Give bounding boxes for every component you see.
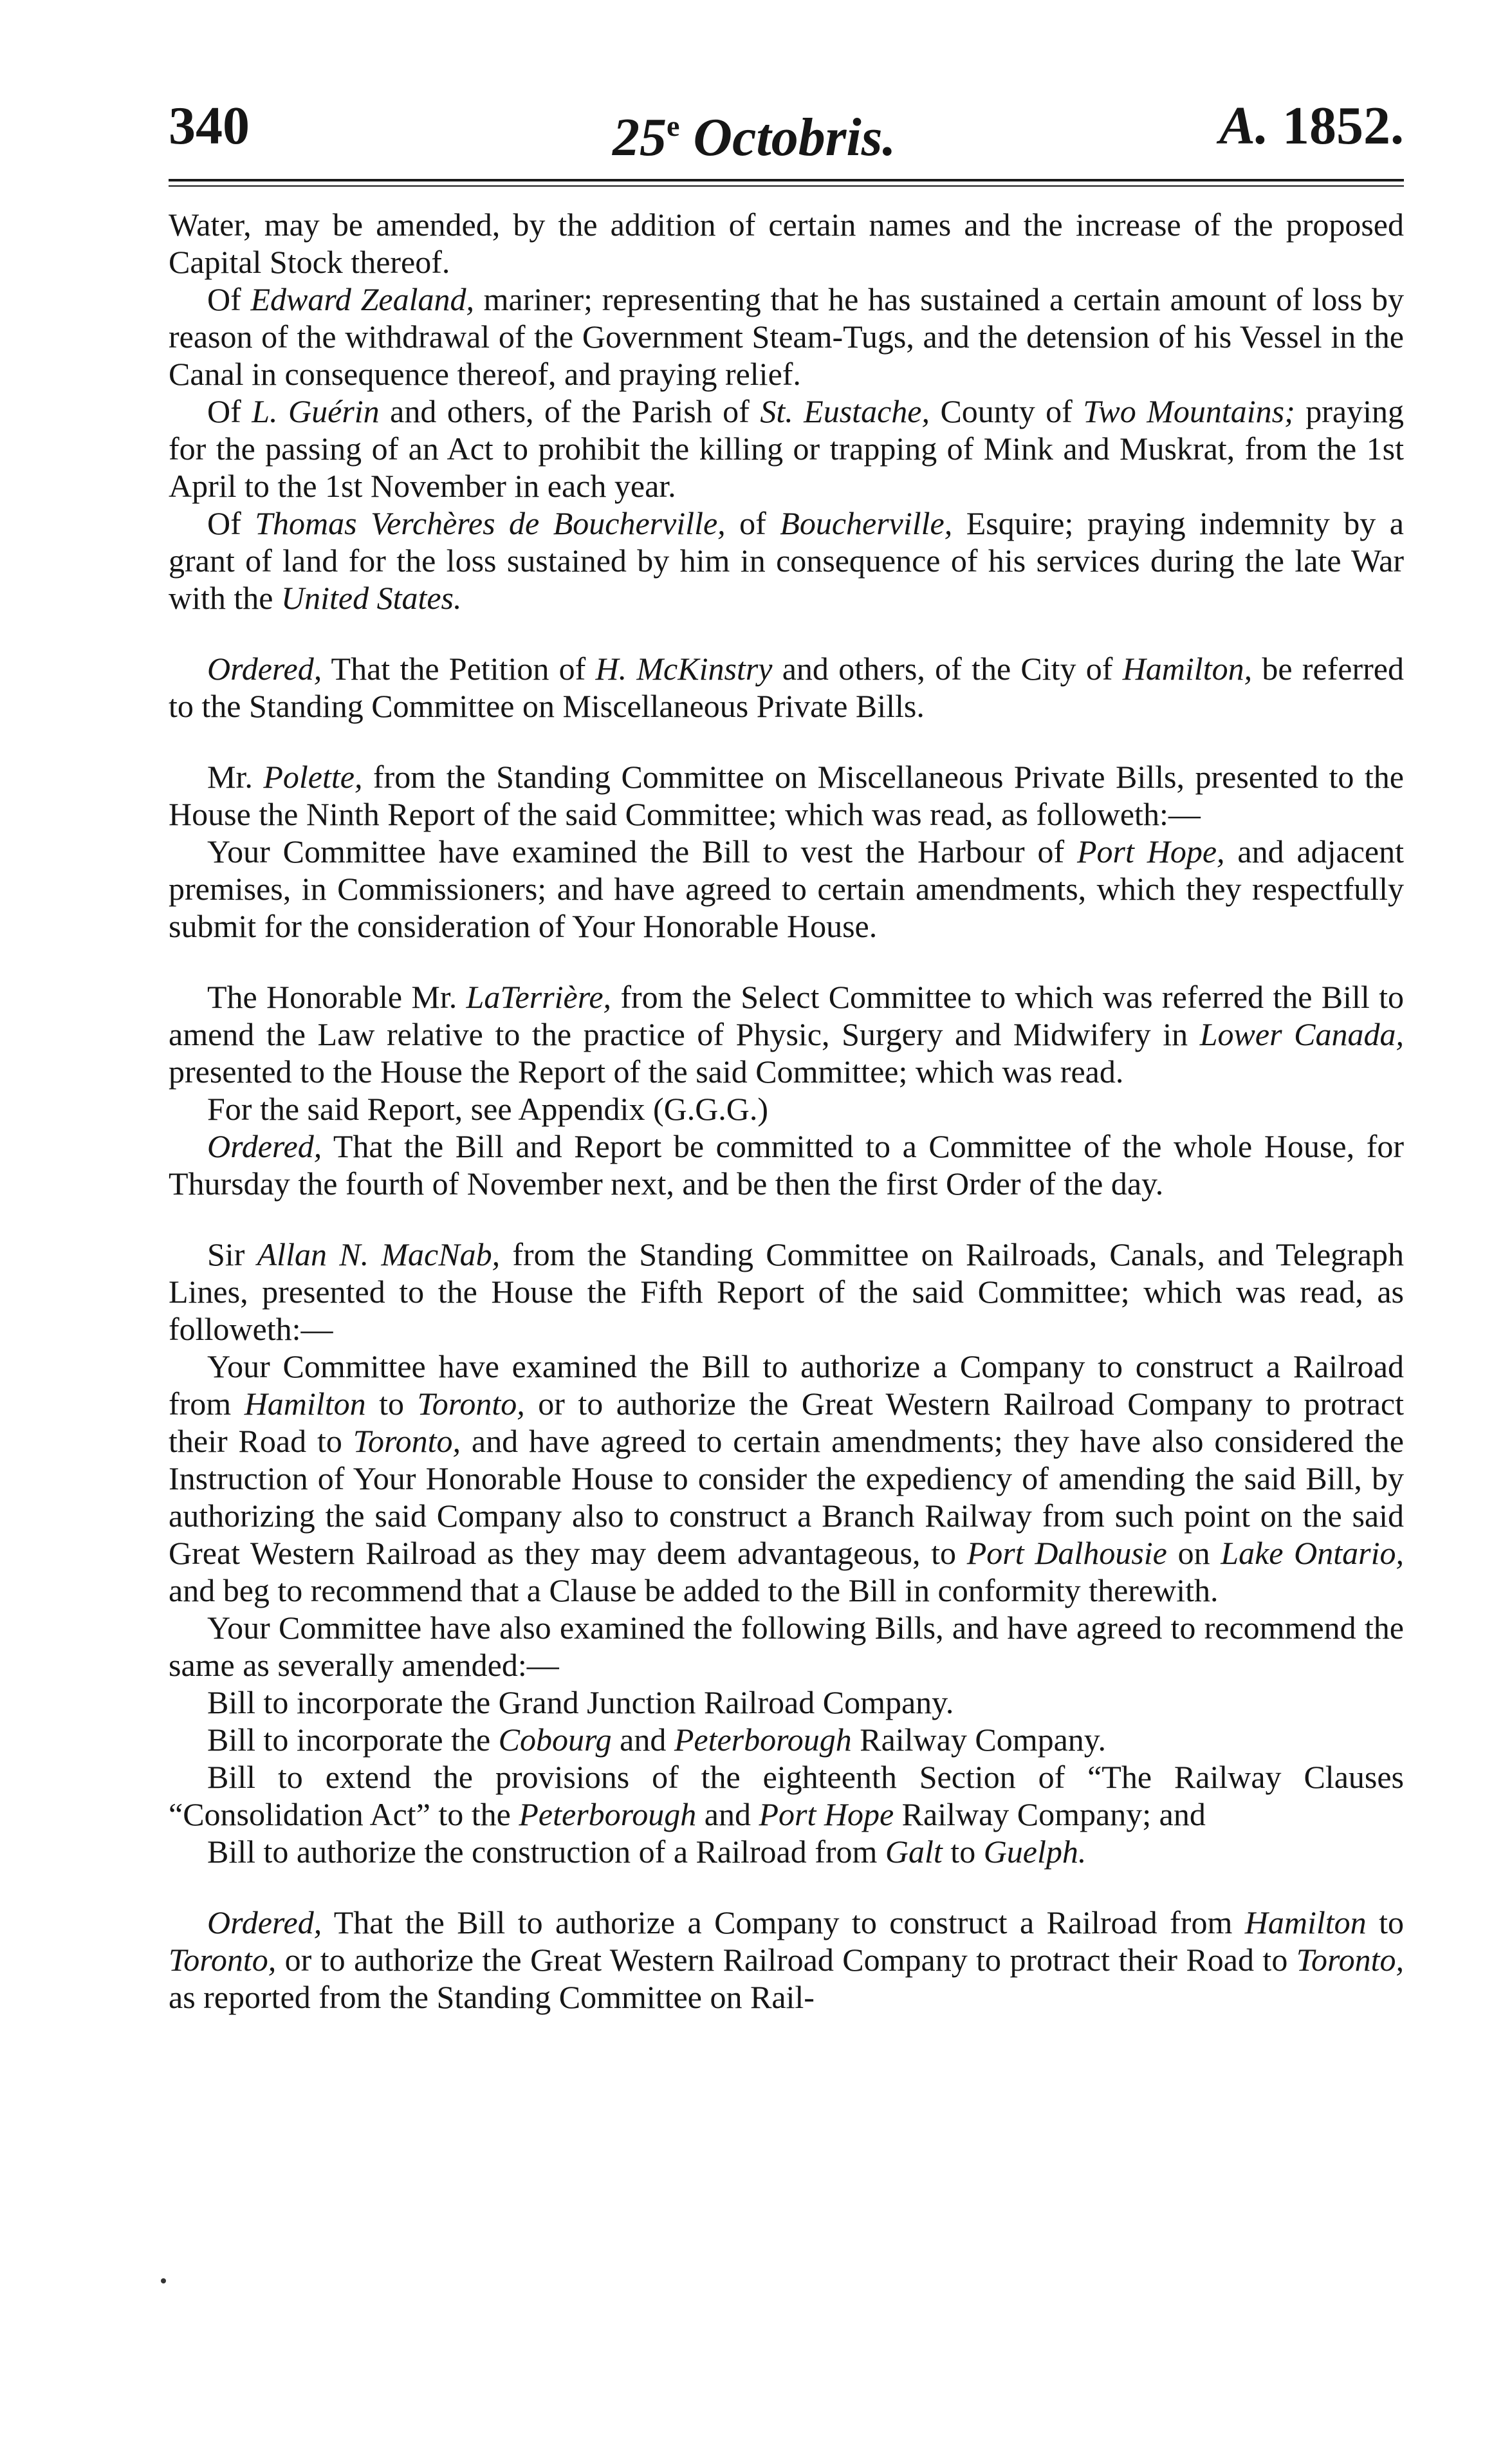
text-run: from the Standing Committee on Railroads, Canals, and Telegraph Lines, presented to the House the Fifth Report of the said Committee; which was read, as followeth:— — [169, 1236, 1405, 1347]
running-head — [169, 90, 1404, 167]
text-run: Of — [207, 505, 255, 541]
text-run: as reported from the Standing Committee on Rail- — [169, 1979, 815, 2015]
text-run: H. McKinstry — [595, 651, 773, 687]
paragraph — [169, 1609, 1404, 1684]
paragraph — [169, 1348, 1404, 1609]
paragraph — [169, 505, 1404, 617]
text-run: Your Committee have examined the Bill to vest the Harbour of — [207, 833, 1077, 869]
text-run: Boucherville, — [780, 505, 953, 541]
text-run: County of — [929, 393, 1083, 429]
paragraph — [169, 1684, 1404, 1721]
text-run: Water, may be amended, by the addition of certain names and the increase of the proposed Capital Stock thereof. — [169, 207, 1404, 280]
text-run: That the Petition of — [322, 651, 596, 687]
text-run: Edward Zealand, — [250, 281, 474, 317]
text-run: Ordered, — [207, 1128, 322, 1164]
text-run: Ordered, — [207, 651, 322, 687]
text-run: and others, of the Parish of — [379, 393, 761, 429]
paragraph — [169, 1090, 1404, 1128]
paragraph — [169, 1236, 1404, 1348]
text-run: Esquire; praying indemnity by a grant of land for the loss sustained by him in consequence of his services during the late War with the — [169, 505, 1404, 616]
text-run: Polette, — [263, 759, 363, 795]
text-run: and others, of the City of — [772, 651, 1123, 687]
paragraph — [169, 1128, 1404, 1202]
text-run: Of — [207, 281, 251, 317]
date-suffix: e — [667, 109, 680, 142]
paragraph — [169, 978, 1404, 1090]
text-run: Of — [207, 393, 252, 429]
paragraph — [169, 758, 1404, 833]
text-run: Bill to extend the provisions of the eighteenth Section of “The Railway Clauses “Consolidation Act” to the — [169, 1759, 1404, 1832]
text-run: to — [1366, 1904, 1404, 1940]
paragraph — [169, 206, 1404, 281]
text-run: and adjacent premises, in Commissioners; and have agreed to certain amendments, which they respectfully submit for the consideration of Your Honorable House. — [169, 833, 1405, 944]
text-run: on — [1166, 1535, 1221, 1571]
page-number: 340 — [169, 96, 250, 156]
text-run: Port Dalhousie — [966, 1535, 1167, 1571]
text-run: Cobourg — [498, 1722, 612, 1758]
text-run: Hamilton — [1244, 1904, 1367, 1940]
document-page — [169, 90, 1404, 2016]
paragraph — [169, 833, 1404, 945]
text-run: Galt — [885, 1834, 943, 1870]
year-prefix: A. — [1219, 96, 1269, 156]
text-run: Sir — [207, 1236, 257, 1272]
text-run: Toronto, — [417, 1386, 525, 1422]
text-run: Lake Ontario, — [1221, 1535, 1405, 1571]
body-text — [169, 206, 1404, 2016]
header-date — [613, 90, 896, 174]
paragraph — [169, 1904, 1404, 2016]
text-run: praying for the passing of an Act to prohibit the killing or trapping of Mink and Muskrat, from the 1st April to the 1st November in each year. — [169, 393, 1404, 504]
text-run: United States. — [281, 580, 462, 616]
text-run: Mr. — [207, 759, 264, 795]
paragraph — [169, 1833, 1404, 1870]
header-rule — [169, 179, 1404, 187]
text-run: and — [611, 1722, 674, 1758]
text-run: Railway Company. — [851, 1722, 1107, 1758]
text-run: St. Eustache, — [760, 393, 930, 429]
text-run: Peterborough — [674, 1722, 852, 1758]
stray-mark — [161, 2278, 166, 2283]
text-run: Thomas Verchères de Boucherville, — [255, 505, 726, 541]
text-run: from the Standing Committee on Miscellaneous Private Bills, presented to the House the Ninth Report of the said Committee; which was read, as followeth:— — [169, 759, 1404, 832]
text-run: to — [365, 1386, 418, 1422]
text-run: Bill to incorporate the Grand Junction Railroad Company. — [207, 1684, 954, 1720]
text-run: or to authorize the Great Western Railroad Company to protract their Road to — [276, 1942, 1296, 1978]
paragraph — [169, 281, 1404, 393]
text-run: Toronto, — [353, 1423, 461, 1459]
paragraph — [169, 1721, 1404, 1758]
text-run: Port Hope, — [1076, 833, 1225, 869]
date-day: 25 — [613, 107, 667, 167]
text-run: Railway Company; and — [894, 1796, 1206, 1832]
text-run: Bill to incorporate the — [207, 1722, 499, 1758]
text-run: Toronto, — [169, 1942, 277, 1978]
text-run: mariner; representing that he has sustained a certain amount of loss by reason of the withdrawal of the Government Steam-Tugs, and the detension of his Vessel in the Canal in consequence thereof, and praying relief. — [169, 281, 1405, 392]
text-run: and beg to recommend that a Clause be added to the Bill in conformity therewith. — [169, 1572, 1219, 1608]
text-run: to — [942, 1834, 984, 1870]
paragraph — [169, 1758, 1404, 1833]
text-run: Toronto, — [1296, 1942, 1404, 1978]
text-run: The Honorable Mr. — [207, 979, 466, 1015]
text-run: Your Committee have examined the Bill to authorize a Company to construct a Railroad from — [169, 1348, 1404, 1422]
text-run: Hamilton, — [1122, 651, 1253, 687]
text-run: Bill to authorize the construction of a Railroad from — [207, 1834, 885, 1870]
text-run: For the said Report, see Appendix (G.G.G.) — [207, 1091, 769, 1127]
text-run: Allan N. MacNab, — [257, 1236, 501, 1272]
text-run: or to authorize the Great Western Railroad Company to protract their Road to — [169, 1386, 1404, 1459]
text-run: presented to the House the Report of the said Committee; which was read. — [169, 1054, 1124, 1090]
text-run: of — [725, 505, 780, 541]
header-year — [1219, 90, 1404, 162]
text-run: and have agreed to certain amendments; they have also considered the Instruction of Your Honorable House to consider the expediency of amending the said Bill, by authorizing the said Company also to construct a Branch Railway from such point on the said Great Western Railroad as they may deem advantageous, to — [169, 1423, 1405, 1571]
text-run: That the Bill to authorize a Company to construct a Railroad from — [322, 1904, 1245, 1940]
paragraph — [169, 650, 1404, 725]
text-run: Hamilton — [244, 1386, 366, 1422]
text-run: Your Committee have also examined the following Bills, and have agreed to recommend the same as severally amended:— — [169, 1610, 1404, 1683]
text-run: be referred to the Standing Committee on Miscellaneous Private Bills. — [169, 651, 1404, 724]
text-run: Peterborough — [519, 1796, 697, 1832]
text-run: LaTerrière, — [466, 979, 612, 1015]
text-run: Ordered, — [207, 1904, 322, 1940]
text-run: Two Mountains; — [1083, 393, 1295, 429]
year-number: 1852. — [1282, 96, 1404, 156]
text-run: and — [696, 1796, 759, 1832]
text-run: Port Hope — [759, 1796, 894, 1832]
paragraph — [169, 393, 1404, 505]
text-run: L. Guérin — [252, 393, 380, 429]
text-run: Guelph. — [983, 1834, 1087, 1870]
text-run: Lower Canada, — [1199, 1016, 1404, 1052]
date-month: Octobris. — [693, 107, 896, 167]
text-run: That the Bill and Report be committed to a Committee of the whole House, for Thursday the fourth of November next, and be then the first Order of the day. — [169, 1128, 1404, 1202]
text-run: from the Select Committee to which was referred the Bill to amend the Law relative to the practice of Physic, Surgery and Midwifery in — [169, 979, 1404, 1052]
